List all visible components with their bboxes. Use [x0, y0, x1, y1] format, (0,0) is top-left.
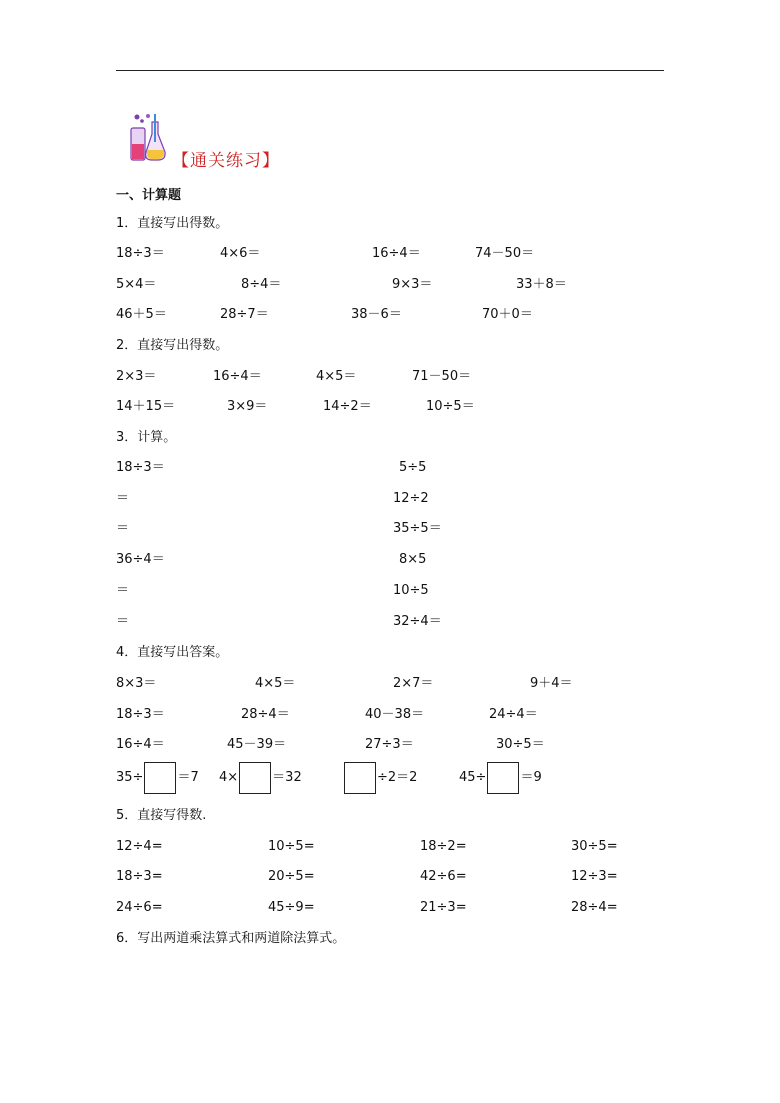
q1-item: 38－6＝ — [351, 307, 402, 322]
q1-item: 18÷3＝ — [116, 246, 165, 261]
q2-item: 3×9＝ — [227, 399, 268, 414]
q4-item: 40－38＝ — [365, 707, 425, 722]
q3-left-line: ＝ — [116, 583, 130, 598]
answer-box[interactable] — [239, 762, 271, 794]
q3-left-line: ＝ — [116, 614, 130, 629]
q3-right-line: 8×5 — [399, 552, 427, 567]
q1-item: 33＋8＝ — [516, 277, 567, 292]
q2-item: 71－50＝ — [412, 369, 472, 384]
q2-item: 16÷4＝ — [213, 369, 262, 384]
answer-box[interactable] — [144, 762, 176, 794]
q4-fill-equation — [343, 761, 417, 795]
fill-suffix: ＝9 — [520, 770, 542, 785]
q1-item: 9×3＝ — [392, 277, 433, 292]
q4-item: 24÷4＝ — [489, 707, 538, 722]
q3-left-line: ＝ — [116, 491, 130, 506]
q5-item: 12÷4= — [116, 839, 163, 854]
section-title: 一、计算题 — [116, 188, 182, 203]
q5-item: 42÷6= — [420, 869, 467, 884]
q2-item: 2×3＝ — [116, 369, 157, 384]
q4-item: 30÷5＝ — [496, 737, 545, 752]
q3-left-line: 18÷3＝ — [116, 460, 165, 475]
q1-item: 16÷4＝ — [372, 246, 421, 261]
fill-prefix: 35÷ — [116, 770, 144, 785]
q1-item: 70＋0＝ — [482, 307, 533, 322]
q5-item: 10÷5= — [268, 839, 315, 854]
q3-title: 3．计算。 — [116, 430, 177, 445]
q2-title: 2．直接写出得数。 — [116, 338, 229, 353]
lab-flask-icon — [128, 112, 168, 164]
answer-box[interactable] — [487, 762, 519, 794]
q4-item: 2×7＝ — [393, 676, 434, 691]
q1-item: 28÷7＝ — [220, 307, 269, 322]
section-banner: 【通关练习】 — [172, 151, 280, 171]
q4-item: 28÷4＝ — [241, 707, 290, 722]
fill-prefix: 4× — [219, 770, 239, 785]
q2-item: 10÷5＝ — [426, 399, 475, 414]
q3-right-line: 10÷5 — [393, 583, 429, 598]
q1-item: 8÷4＝ — [241, 277, 282, 292]
q4-item: 4×5＝ — [255, 676, 296, 691]
q5-item: 18÷2= — [420, 839, 467, 854]
q4-item: 8×3＝ — [116, 676, 157, 691]
q1-item: 74－50＝ — [475, 246, 535, 261]
fill-suffix: ÷2＝2 — [377, 770, 418, 785]
q4-item: 16÷4＝ — [116, 737, 165, 752]
q5-item: 45÷9= — [268, 900, 315, 915]
q4-item: 18÷3＝ — [116, 707, 165, 722]
q4-item: 9＋4＝ — [530, 676, 573, 691]
q4-item: 45－39＝ — [227, 737, 287, 752]
fill-suffix: ＝7 — [177, 770, 199, 785]
q2-item: 14÷2＝ — [323, 399, 372, 414]
q5-item: 20÷5= — [268, 869, 315, 884]
q2-item: 4×5＝ — [316, 369, 357, 384]
fill-suffix: ＝32 — [272, 770, 302, 785]
answer-box[interactable] — [344, 762, 376, 794]
q3-right-line: 5÷5 — [399, 460, 427, 475]
q3-right-line: 32÷4＝ — [393, 614, 442, 629]
q5-item: 24÷6= — [116, 900, 163, 915]
q4-item: 27÷3＝ — [365, 737, 414, 752]
q6-title: 6．写出两道乘法算式和两道除法算式。 — [116, 931, 346, 946]
q1-item: 5×4＝ — [116, 277, 157, 292]
fill-prefix: 45÷ — [459, 770, 487, 785]
q5-title: 5．直接写得数. — [116, 808, 207, 823]
q2-item: 14＋15＝ — [116, 399, 176, 414]
q5-item: 30÷5= — [571, 839, 618, 854]
q3-right-line: 12÷2 — [393, 491, 429, 506]
q4-fill-equation — [116, 761, 199, 795]
q1-item: 4×6＝ — [220, 246, 261, 261]
q1-item: 46＋5＝ — [116, 307, 167, 322]
q1-title: 1．直接写出得数。 — [116, 216, 229, 231]
q5-item: 28÷4= — [571, 900, 618, 915]
q4-title: 4．直接写出答案。 — [116, 645, 229, 660]
q4-fill-equation — [219, 761, 302, 795]
q5-item: 21÷3= — [420, 900, 467, 915]
q5-item: 12÷3= — [571, 869, 618, 884]
q4-fill-equation — [459, 761, 542, 795]
header-rule — [116, 70, 664, 71]
q3-left-line: ＝ — [116, 521, 130, 536]
q3-left-line: 36÷4＝ — [116, 552, 165, 567]
q3-right-line: 35÷5＝ — [393, 521, 442, 536]
q5-item: 18÷3= — [116, 869, 163, 884]
